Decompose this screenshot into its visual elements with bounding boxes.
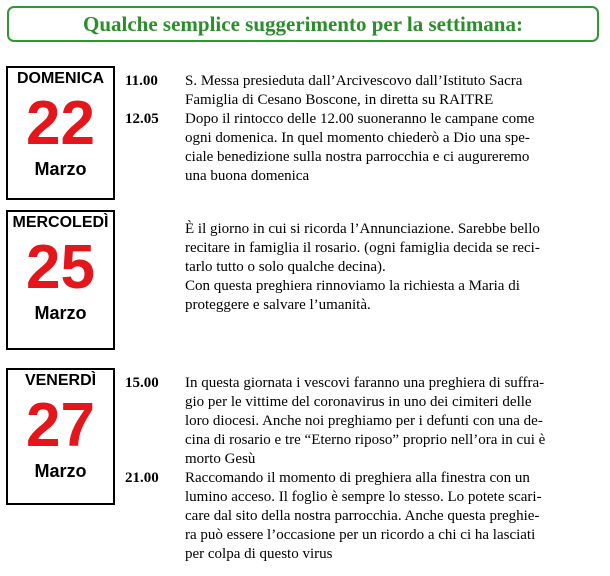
time-label: 11.00 [125,73,158,89]
day-number: 27 [26,391,95,460]
text-line: recitare in famiglia il rosario. (ogni famiglia decida se reci- [185,240,540,256]
event-description [185,374,603,564]
time-label: 15.00 [125,375,159,391]
time-label: 21.00 [125,470,159,486]
text-line: lumino acceso. Il foglio è sempre lo stesso. Lo potete scari- [185,489,542,505]
day-number: 25 [26,233,95,302]
page-title: Qualche semplice suggerimento per la settimana: [83,11,523,36]
text-line: care dal sito della nostra parrocchia. Anche questa preghie- [185,508,540,524]
text-line: una buona domenica [185,168,310,184]
text-line: morto Gesù [185,451,256,467]
text-line: ogni domenica. In quel momento chiederò a Dio una spe- [185,130,530,146]
calendar-day-friday [6,368,115,505]
text-line: Famiglia di Cesano Boscone, in diretta su RAITRE [185,92,494,108]
text-line: loro diocesi. Anche noi preghiamo per i defunti con una de- [185,413,543,429]
time-label: 12.05 [125,111,159,127]
event-description [185,220,603,315]
event-description [185,72,603,186]
text-line: È il giorno in cui si ricorda l’Annunciazione. Sarebbe bello [185,221,540,237]
day-month: Marzo [34,461,87,481]
day-month: Marzo [34,303,87,323]
day-number: 22 [26,89,95,158]
text-line: per colpa di questo virus [185,546,333,562]
text-line: tarlo tutto o solo qualche decina). [185,259,386,275]
text-line: cina di rosario e tre “Eterno riposo” proprio nell’ora in cui è [185,432,546,448]
day-name: DOMENICA [16,70,105,87]
text-line: ciale benedizione sulla nostra parrocchia e ci augureremo [185,149,530,165]
text-line: Dopo il rintocco delle 12.00 suoneranno le campane come [185,111,535,127]
text-line: Con questa preghiera rinnoviamo la richiesta a Maria di [185,278,520,294]
day-month: Marzo [34,159,87,179]
text-line: S. Messa presieduta dall’Arcivescovo dall’Istituto Sacra [185,73,523,89]
text-line: In questa giornata i vescovi faranno una preghiera di suffra- [185,375,545,391]
text-line: Raccomando il momento di preghiera alla finestra con un [185,470,530,486]
text-line: ra può essere l’occasione per un ricordo a chi ci ha lasciati [185,527,536,543]
day-name: VENERDÌ [24,372,97,389]
page-title-banner [7,6,599,42]
calendar-day-wednesday [6,210,115,350]
day-name: MERCOLEDÌ [12,214,109,231]
text-line: gio per le vittime del coronavirus in uno dei cimiteri delle [185,394,532,410]
calendar-day-sunday [6,66,115,200]
text-line: proteggere e salvare l’umanità. [185,297,371,313]
